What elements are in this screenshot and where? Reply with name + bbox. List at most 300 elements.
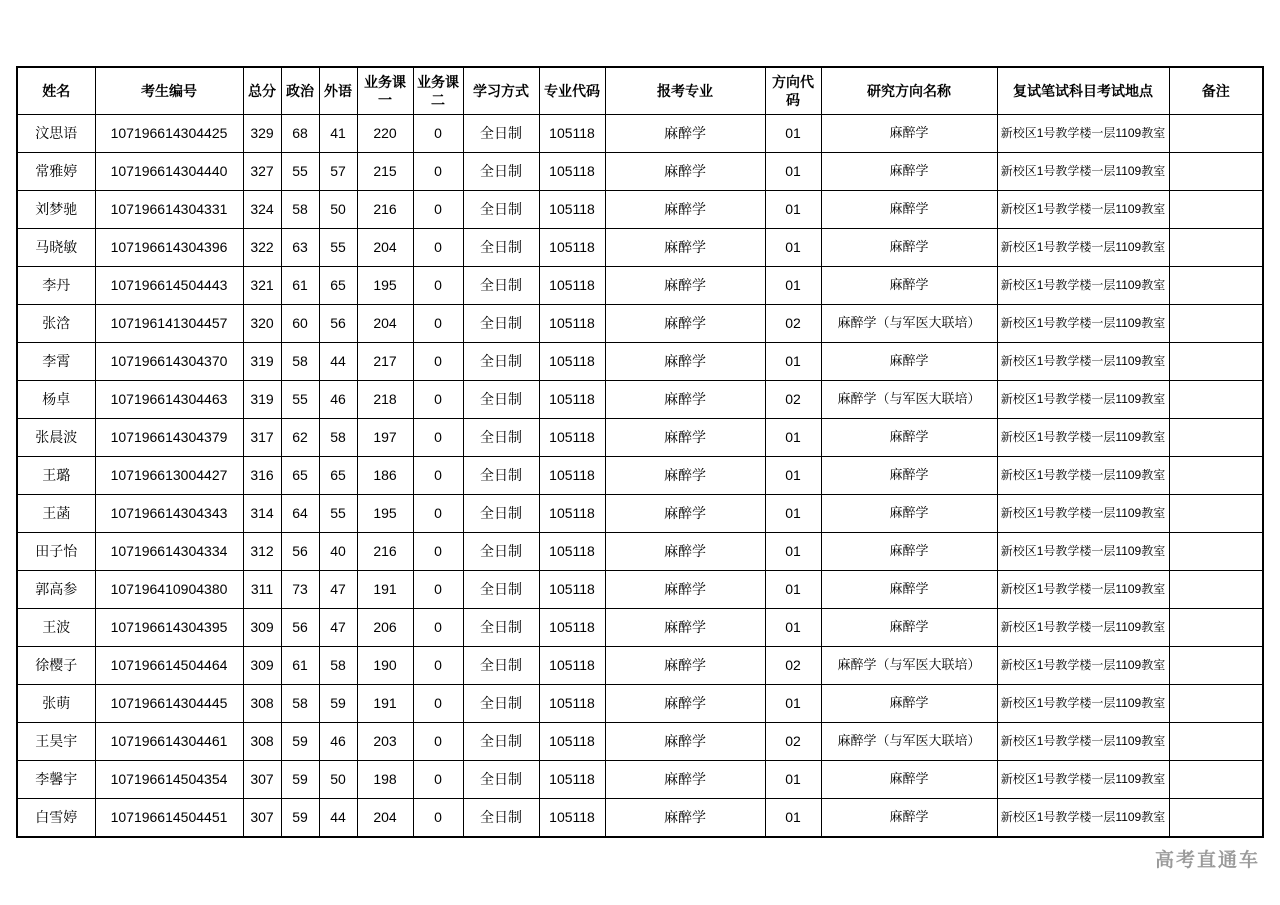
cell-politics: 63 — [281, 229, 319, 267]
cell-total: 329 — [243, 115, 281, 153]
cell-name: 刘梦驰 — [17, 191, 95, 229]
cell-name: 郭高参 — [17, 571, 95, 609]
cell-direction_name: 麻醉学 — [821, 799, 997, 838]
cell-direction_code: 01 — [765, 419, 821, 457]
cell-foreign_lang: 56 — [319, 305, 357, 343]
cell-course1: 206 — [357, 609, 413, 647]
cell-candidate_no: 107196613004427 — [95, 457, 243, 495]
cell-exam_location: 新校区1号教学楼一层1109教室 — [997, 571, 1169, 609]
cell-politics: 64 — [281, 495, 319, 533]
table-row — [17, 267, 1263, 305]
cell-total: 317 — [243, 419, 281, 457]
cell-politics: 56 — [281, 533, 319, 571]
cell-exam_location: 新校区1号教学楼一层1109教室 — [997, 533, 1169, 571]
cell-foreign_lang: 50 — [319, 761, 357, 799]
cell-politics: 62 — [281, 419, 319, 457]
cell-course1: 220 — [357, 115, 413, 153]
cell-course1: 204 — [357, 799, 413, 838]
cell-politics: 73 — [281, 571, 319, 609]
cell-foreign_lang: 65 — [319, 267, 357, 305]
cell-remark — [1169, 191, 1263, 229]
cell-foreign_lang: 46 — [319, 381, 357, 419]
cell-exam_location: 新校区1号教学楼一层1109教室 — [997, 115, 1169, 153]
header-foreign_lang: 外语 — [319, 67, 357, 115]
table-row — [17, 381, 1263, 419]
table-row — [17, 647, 1263, 685]
table-row — [17, 457, 1263, 495]
cell-total: 320 — [243, 305, 281, 343]
cell-remark — [1169, 723, 1263, 761]
table-row — [17, 685, 1263, 723]
cell-course1: 198 — [357, 761, 413, 799]
cell-course2: 0 — [413, 343, 463, 381]
cell-candidate_no: 107196141304457 — [95, 305, 243, 343]
cell-candidate_no: 107196614304334 — [95, 533, 243, 571]
cell-name: 白雪婷 — [17, 799, 95, 838]
table-row — [17, 153, 1263, 191]
cell-direction_name: 麻醉学（与军医大联培） — [821, 381, 997, 419]
cell-candidate_no: 107196614304463 — [95, 381, 243, 419]
header-remark: 备注 — [1169, 67, 1263, 115]
cell-course1: 195 — [357, 267, 413, 305]
cell-candidate_no: 107196614504464 — [95, 647, 243, 685]
header-candidate_no: 考生编号 — [95, 67, 243, 115]
cell-total: 327 — [243, 153, 281, 191]
cell-total: 312 — [243, 533, 281, 571]
cell-direction_code: 01 — [765, 571, 821, 609]
cell-course1: 203 — [357, 723, 413, 761]
table-body — [17, 115, 1263, 838]
table-row — [17, 571, 1263, 609]
table-row — [17, 723, 1263, 761]
cell-direction_code: 01 — [765, 191, 821, 229]
cell-study_mode: 全日制 — [463, 761, 539, 799]
cell-direction_code: 02 — [765, 647, 821, 685]
header-name: 姓名 — [17, 67, 95, 115]
cell-remark — [1169, 533, 1263, 571]
cell-course1: 191 — [357, 685, 413, 723]
cell-name: 马晓敏 — [17, 229, 95, 267]
cell-study_mode: 全日制 — [463, 153, 539, 191]
cell-exam_location: 新校区1号教学楼一层1109教室 — [997, 761, 1169, 799]
cell-study_mode: 全日制 — [463, 647, 539, 685]
cell-direction_code: 01 — [765, 799, 821, 838]
cell-candidate_no: 107196614304396 — [95, 229, 243, 267]
cell-direction_name: 麻醉学（与军医大联培） — [821, 305, 997, 343]
table-header — [17, 67, 1263, 115]
cell-study_mode: 全日制 — [463, 343, 539, 381]
cell-major: 麻醉学 — [605, 153, 765, 191]
cell-major_code: 105118 — [539, 267, 605, 305]
cell-politics: 60 — [281, 305, 319, 343]
cell-name: 汶思语 — [17, 115, 95, 153]
cell-study_mode: 全日制 — [463, 533, 539, 571]
cell-candidate_no: 107196614304370 — [95, 343, 243, 381]
cell-direction_code: 01 — [765, 115, 821, 153]
cell-course2: 0 — [413, 419, 463, 457]
cell-name: 王菡 — [17, 495, 95, 533]
cell-foreign_lang: 40 — [319, 533, 357, 571]
cell-direction_name: 麻醉学 — [821, 685, 997, 723]
cell-study_mode: 全日制 — [463, 685, 539, 723]
cell-total: 321 — [243, 267, 281, 305]
cell-major_code: 105118 — [539, 229, 605, 267]
cell-direction_name: 麻醉学 — [821, 153, 997, 191]
cell-foreign_lang: 55 — [319, 229, 357, 267]
results-table — [16, 66, 1264, 838]
cell-total: 314 — [243, 495, 281, 533]
cell-direction_code: 01 — [765, 609, 821, 647]
cell-major: 麻醉学 — [605, 533, 765, 571]
cell-total: 311 — [243, 571, 281, 609]
cell-major: 麻醉学 — [605, 647, 765, 685]
cell-candidate_no: 107196614304425 — [95, 115, 243, 153]
table-row — [17, 191, 1263, 229]
cell-direction_code: 01 — [765, 229, 821, 267]
cell-remark — [1169, 305, 1263, 343]
table-row — [17, 609, 1263, 647]
table-row — [17, 495, 1263, 533]
cell-direction_name: 麻醉学 — [821, 495, 997, 533]
cell-study_mode: 全日制 — [463, 457, 539, 495]
cell-remark — [1169, 685, 1263, 723]
cell-remark — [1169, 115, 1263, 153]
cell-course1: 204 — [357, 229, 413, 267]
cell-name: 李丹 — [17, 267, 95, 305]
cell-major: 麻醉学 — [605, 761, 765, 799]
cell-exam_location: 新校区1号教学楼一层1109教室 — [997, 153, 1169, 191]
cell-direction_code: 01 — [765, 685, 821, 723]
cell-major_code: 105118 — [539, 533, 605, 571]
cell-politics: 65 — [281, 457, 319, 495]
cell-direction_code: 01 — [765, 457, 821, 495]
cell-name: 李霄 — [17, 343, 95, 381]
cell-direction_name: 麻醉学 — [821, 191, 997, 229]
header-politics: 政治 — [281, 67, 319, 115]
cell-remark — [1169, 571, 1263, 609]
cell-politics: 59 — [281, 723, 319, 761]
cell-major_code: 105118 — [539, 799, 605, 838]
cell-politics: 68 — [281, 115, 319, 153]
cell-course2: 0 — [413, 799, 463, 838]
cell-remark — [1169, 267, 1263, 305]
cell-total: 309 — [243, 647, 281, 685]
cell-major: 麻醉学 — [605, 267, 765, 305]
cell-politics: 61 — [281, 267, 319, 305]
cell-name: 常雅婷 — [17, 153, 95, 191]
cell-exam_location: 新校区1号教学楼一层1109教室 — [997, 229, 1169, 267]
cell-major: 麻醉学 — [605, 571, 765, 609]
cell-total: 324 — [243, 191, 281, 229]
cell-total: 307 — [243, 761, 281, 799]
cell-major_code: 105118 — [539, 419, 605, 457]
cell-total: 322 — [243, 229, 281, 267]
header-major: 报考专业 — [605, 67, 765, 115]
cell-direction_name: 麻醉学（与军医大联培） — [821, 723, 997, 761]
cell-major_code: 105118 — [539, 115, 605, 153]
cell-course2: 0 — [413, 115, 463, 153]
header-direction_name: 研究方向名称 — [821, 67, 997, 115]
cell-remark — [1169, 381, 1263, 419]
cell-name: 王波 — [17, 609, 95, 647]
header-direction_code: 方向代码 — [765, 67, 821, 115]
cell-major: 麻醉学 — [605, 495, 765, 533]
cell-foreign_lang: 47 — [319, 609, 357, 647]
header-row — [17, 67, 1263, 115]
watermark: 高考直通车 — [1154, 850, 1260, 871]
cell-exam_location: 新校区1号教学楼一层1109教室 — [997, 495, 1169, 533]
cell-course1: 215 — [357, 153, 413, 191]
table-row — [17, 761, 1263, 799]
cell-politics: 58 — [281, 191, 319, 229]
cell-direction_code: 01 — [765, 267, 821, 305]
cell-major: 麻醉学 — [605, 419, 765, 457]
cell-direction_name: 麻醉学 — [821, 761, 997, 799]
cell-total: 316 — [243, 457, 281, 495]
cell-exam_location: 新校区1号教学楼一层1109教室 — [997, 305, 1169, 343]
cell-remark — [1169, 799, 1263, 838]
cell-foreign_lang: 57 — [319, 153, 357, 191]
cell-exam_location: 新校区1号教学楼一层1109教室 — [997, 267, 1169, 305]
cell-foreign_lang: 59 — [319, 685, 357, 723]
header-total: 总分 — [243, 67, 281, 115]
cell-course2: 0 — [413, 761, 463, 799]
cell-candidate_no: 107196614304379 — [95, 419, 243, 457]
cell-course1: 195 — [357, 495, 413, 533]
cell-major: 麻醉学 — [605, 229, 765, 267]
cell-major_code: 105118 — [539, 305, 605, 343]
cell-study_mode: 全日制 — [463, 229, 539, 267]
cell-study_mode: 全日制 — [463, 571, 539, 609]
cell-politics: 59 — [281, 799, 319, 838]
cell-candidate_no: 107196614504451 — [95, 799, 243, 838]
cell-major_code: 105118 — [539, 571, 605, 609]
cell-candidate_no: 107196614304343 — [95, 495, 243, 533]
table-row — [17, 115, 1263, 153]
cell-name: 王昊宇 — [17, 723, 95, 761]
cell-major: 麻醉学 — [605, 305, 765, 343]
cell-course2: 0 — [413, 457, 463, 495]
cell-course2: 0 — [413, 609, 463, 647]
cell-course2: 0 — [413, 495, 463, 533]
cell-major: 麻醉学 — [605, 609, 765, 647]
cell-direction_name: 麻醉学（与军医大联培） — [821, 647, 997, 685]
header-course1: 业务课一 — [357, 67, 413, 115]
table-row — [17, 533, 1263, 571]
cell-direction_name: 麻醉学 — [821, 267, 997, 305]
cell-total: 308 — [243, 685, 281, 723]
cell-politics: 58 — [281, 343, 319, 381]
cell-direction_code: 01 — [765, 761, 821, 799]
table-row — [17, 343, 1263, 381]
cell-study_mode: 全日制 — [463, 609, 539, 647]
cell-major_code: 105118 — [539, 685, 605, 723]
header-study_mode: 学习方式 — [463, 67, 539, 115]
cell-politics: 55 — [281, 381, 319, 419]
cell-course2: 0 — [413, 305, 463, 343]
cell-exam_location: 新校区1号教学楼一层1109教室 — [997, 457, 1169, 495]
cell-remark — [1169, 647, 1263, 685]
cell-course2: 0 — [413, 229, 463, 267]
cell-major: 麻醉学 — [605, 191, 765, 229]
cell-study_mode: 全日制 — [463, 191, 539, 229]
cell-politics: 56 — [281, 609, 319, 647]
cell-major_code: 105118 — [539, 609, 605, 647]
cell-course2: 0 — [413, 685, 463, 723]
cell-candidate_no: 107196614504443 — [95, 267, 243, 305]
cell-major_code: 105118 — [539, 191, 605, 229]
cell-exam_location: 新校区1号教学楼一层1109教室 — [997, 381, 1169, 419]
cell-remark — [1169, 761, 1263, 799]
cell-course2: 0 — [413, 267, 463, 305]
cell-foreign_lang: 44 — [319, 343, 357, 381]
cell-course2: 0 — [413, 381, 463, 419]
cell-direction_code: 02 — [765, 723, 821, 761]
cell-course1: 218 — [357, 381, 413, 419]
cell-politics: 61 — [281, 647, 319, 685]
cell-major: 麻醉学 — [605, 115, 765, 153]
cell-study_mode: 全日制 — [463, 495, 539, 533]
cell-foreign_lang: 50 — [319, 191, 357, 229]
cell-direction_code: 01 — [765, 533, 821, 571]
cell-name: 徐樱子 — [17, 647, 95, 685]
cell-remark — [1169, 457, 1263, 495]
cell-total: 309 — [243, 609, 281, 647]
cell-candidate_no: 107196614504354 — [95, 761, 243, 799]
cell-total: 308 — [243, 723, 281, 761]
cell-study_mode: 全日制 — [463, 723, 539, 761]
cell-foreign_lang: 47 — [319, 571, 357, 609]
cell-study_mode: 全日制 — [463, 305, 539, 343]
table-row — [17, 229, 1263, 267]
cell-name: 张浛 — [17, 305, 95, 343]
cell-course2: 0 — [413, 647, 463, 685]
cell-major_code: 105118 — [539, 153, 605, 191]
cell-direction_name: 麻醉学 — [821, 343, 997, 381]
cell-politics: 59 — [281, 761, 319, 799]
cell-name: 王璐 — [17, 457, 95, 495]
cell-course2: 0 — [413, 153, 463, 191]
cell-course2: 0 — [413, 723, 463, 761]
cell-direction_code: 02 — [765, 305, 821, 343]
cell-direction_code: 02 — [765, 381, 821, 419]
cell-foreign_lang: 46 — [319, 723, 357, 761]
cell-direction_name: 麻醉学 — [821, 115, 997, 153]
cell-exam_location: 新校区1号教学楼一层1109教室 — [997, 799, 1169, 838]
cell-remark — [1169, 419, 1263, 457]
cell-major: 麻醉学 — [605, 343, 765, 381]
cell-remark — [1169, 153, 1263, 191]
cell-course1: 186 — [357, 457, 413, 495]
cell-direction_name: 麻醉学 — [821, 571, 997, 609]
cell-remark — [1169, 495, 1263, 533]
cell-major_code: 105118 — [539, 343, 605, 381]
cell-major_code: 105118 — [539, 723, 605, 761]
cell-remark — [1169, 229, 1263, 267]
cell-candidate_no: 107196614304461 — [95, 723, 243, 761]
cell-direction_name: 麻醉学 — [821, 419, 997, 457]
cell-foreign_lang: 58 — [319, 419, 357, 457]
cell-direction_name: 麻醉学 — [821, 457, 997, 495]
cell-direction_name: 麻醉学 — [821, 229, 997, 267]
cell-direction_code: 01 — [765, 495, 821, 533]
cell-exam_location: 新校区1号教学楼一层1109教室 — [997, 685, 1169, 723]
cell-politics: 55 — [281, 153, 319, 191]
cell-study_mode: 全日制 — [463, 115, 539, 153]
cell-study_mode: 全日制 — [463, 267, 539, 305]
cell-name: 张晨波 — [17, 419, 95, 457]
cell-study_mode: 全日制 — [463, 419, 539, 457]
cell-total: 319 — [243, 381, 281, 419]
cell-major_code: 105118 — [539, 495, 605, 533]
cell-name: 田子怡 — [17, 533, 95, 571]
cell-name: 张萌 — [17, 685, 95, 723]
cell-name: 杨卓 — [17, 381, 95, 419]
cell-major_code: 105118 — [539, 381, 605, 419]
cell-course1: 204 — [357, 305, 413, 343]
cell-exam_location: 新校区1号教学楼一层1109教室 — [997, 191, 1169, 229]
cell-direction_name: 麻醉学 — [821, 533, 997, 571]
header-course2: 业务课二 — [413, 67, 463, 115]
table-row — [17, 799, 1263, 838]
cell-major: 麻醉学 — [605, 381, 765, 419]
cell-total: 319 — [243, 343, 281, 381]
cell-course2: 0 — [413, 191, 463, 229]
cell-major_code: 105118 — [539, 457, 605, 495]
cell-exam_location: 新校区1号教学楼一层1109教室 — [997, 343, 1169, 381]
cell-major: 麻醉学 — [605, 457, 765, 495]
header-exam_location: 复试笔试科目考试地点 — [997, 67, 1169, 115]
cell-direction_name: 麻醉学 — [821, 609, 997, 647]
cell-exam_location: 新校区1号教学楼一层1109教室 — [997, 723, 1169, 761]
cell-course1: 216 — [357, 533, 413, 571]
cell-study_mode: 全日制 — [463, 381, 539, 419]
cell-candidate_no: 107196410904380 — [95, 571, 243, 609]
cell-direction_code: 01 — [765, 343, 821, 381]
cell-course1: 216 — [357, 191, 413, 229]
cell-direction_code: 01 — [765, 153, 821, 191]
cell-foreign_lang: 55 — [319, 495, 357, 533]
cell-remark — [1169, 609, 1263, 647]
cell-name: 李馨宇 — [17, 761, 95, 799]
cell-foreign_lang: 65 — [319, 457, 357, 495]
cell-total: 307 — [243, 799, 281, 838]
cell-major_code: 105118 — [539, 761, 605, 799]
cell-exam_location: 新校区1号教学楼一层1109教室 — [997, 609, 1169, 647]
header-major_code: 专业代码 — [539, 67, 605, 115]
cell-candidate_no: 107196614304331 — [95, 191, 243, 229]
cell-course2: 0 — [413, 571, 463, 609]
cell-major: 麻醉学 — [605, 685, 765, 723]
cell-exam_location: 新校区1号教学楼一层1109教室 — [997, 419, 1169, 457]
cell-foreign_lang: 58 — [319, 647, 357, 685]
table-row — [17, 419, 1263, 457]
cell-candidate_no: 107196614304395 — [95, 609, 243, 647]
cell-foreign_lang: 44 — [319, 799, 357, 838]
cell-exam_location: 新校区1号教学楼一层1109教室 — [997, 647, 1169, 685]
cell-course1: 190 — [357, 647, 413, 685]
cell-course1: 191 — [357, 571, 413, 609]
cell-study_mode: 全日制 — [463, 799, 539, 838]
cell-major: 麻醉学 — [605, 723, 765, 761]
cell-candidate_no: 107196614304445 — [95, 685, 243, 723]
table-row — [17, 305, 1263, 343]
cell-course1: 217 — [357, 343, 413, 381]
cell-major_code: 105118 — [539, 647, 605, 685]
cell-course2: 0 — [413, 533, 463, 571]
cell-course1: 197 — [357, 419, 413, 457]
cell-foreign_lang: 41 — [319, 115, 357, 153]
